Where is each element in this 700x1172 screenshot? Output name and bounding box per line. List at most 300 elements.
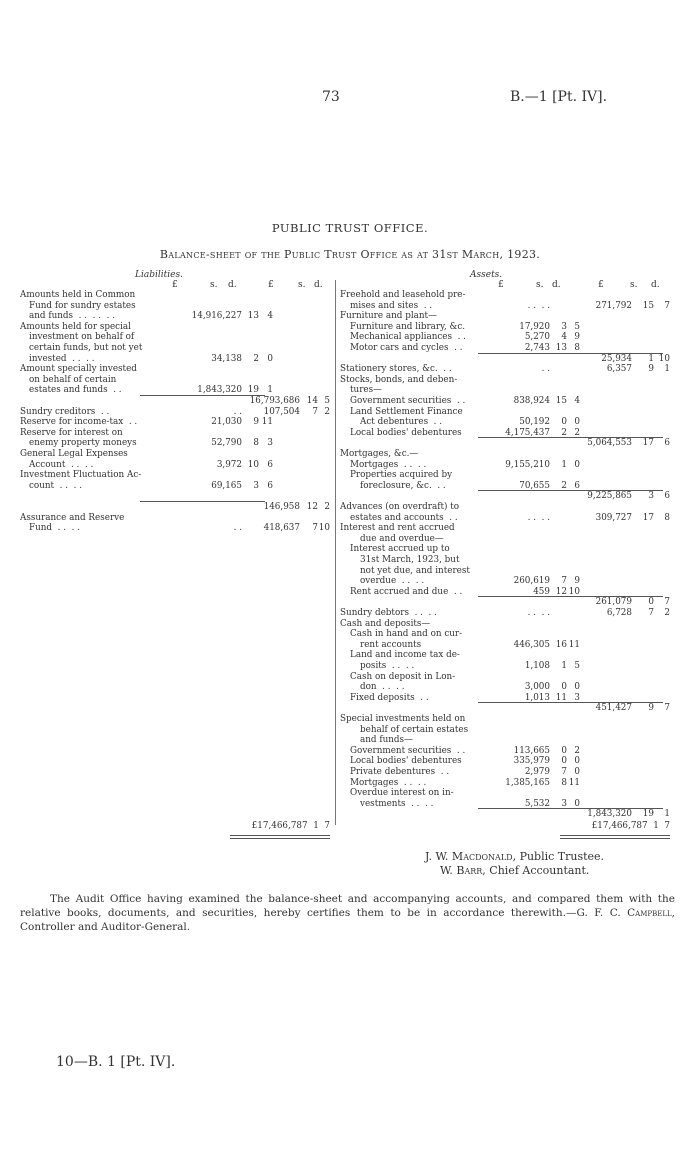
row-amount: 5,270 — [524, 332, 550, 343]
row-total-pence: 5 — [324, 396, 330, 406]
row-total-pence: 7 — [664, 597, 670, 608]
row-label: Freehold and leasehold pre- — [340, 290, 466, 300]
row-label: posits . . . . — [360, 661, 415, 671]
row-total: 309,727 — [595, 512, 632, 523]
table-row — [20, 491, 330, 501]
table-row — [340, 555, 670, 565]
row-label: vestments . . . . — [360, 798, 434, 809]
assets-total — [520, 821, 670, 831]
row-amount-shillings: 0 — [561, 417, 567, 428]
row-total-pence: 8 — [664, 512, 670, 523]
row-label: Act debentures . . — [360, 417, 443, 428]
row-amount-shillings: 3 — [561, 798, 567, 809]
row-label: Government securities . . — [350, 745, 466, 756]
row-amount-pence: 11 — [568, 639, 580, 650]
row-amount: 9,155,210 — [505, 459, 550, 470]
row-total-shillings: 7 — [312, 406, 318, 417]
signature-public-trustee — [425, 850, 604, 863]
row-amount-shillings: 4 — [561, 332, 567, 343]
row-amount-pence: 1 — [267, 385, 273, 396]
table-row — [340, 417, 670, 427]
liabilities-pence-header-2: d. — [314, 280, 323, 290]
table-row — [340, 629, 670, 639]
row-label: Land Settlement Finance — [350, 406, 463, 417]
row-label: estates and accounts . . — [350, 512, 458, 523]
table-row — [20, 322, 330, 332]
table-row — [20, 523, 330, 533]
row-total: 146,958 — [263, 502, 300, 512]
row-amount-pence: 0 — [574, 459, 580, 470]
table-row — [20, 396, 330, 406]
table-row — [340, 661, 670, 671]
table-row — [340, 470, 670, 480]
row-label: Account . . . . — [29, 459, 94, 470]
table-row — [340, 725, 670, 735]
row-label: Overdue interest on in- — [350, 788, 454, 799]
row-total-shillings: 17 — [642, 438, 654, 449]
row-label: Assurance and Reserve — [20, 512, 125, 523]
column-divider — [335, 280, 336, 825]
row-amount: 335,979 — [513, 756, 550, 767]
row-amount-shillings: 0 — [561, 745, 567, 756]
row-label: and funds— — [360, 735, 413, 746]
row-label: Special investments held on — [340, 714, 466, 724]
row-amount: 1,843,320 — [197, 385, 242, 396]
row-amount: 14,916,227 — [191, 311, 242, 322]
assets-pence-header: d. — [552, 280, 561, 290]
row-total: 9,225,865 — [587, 491, 632, 502]
row-label: Amount specially invested — [20, 364, 137, 375]
row-label: foreclosure, &c. . . — [360, 480, 446, 491]
table-row — [340, 396, 670, 406]
table-row — [20, 449, 330, 459]
row-label: Government securities . . — [350, 396, 466, 406]
row-total-pence: 7 — [664, 300, 670, 311]
row-amount-pence: 0 — [267, 353, 273, 364]
row-label: Local bodies' debentures — [350, 756, 462, 767]
liabilities-pound-header: £ — [172, 280, 178, 290]
table-row — [340, 534, 670, 544]
table-row — [340, 778, 670, 788]
row-amount-shillings: 9 — [253, 417, 259, 428]
row-total: 107,504 — [263, 406, 300, 417]
table-row — [340, 449, 670, 459]
table-row — [20, 481, 330, 491]
row-amount: 113,665 — [513, 745, 550, 756]
row-amount: 3,000 — [524, 682, 550, 693]
row-amount-pence: 6 — [267, 480, 273, 491]
page-reference: B.—1 [Pt. IV]. — [510, 89, 608, 105]
table-row — [340, 354, 670, 364]
row-amount: 69,165 — [211, 480, 242, 491]
row-label: Furniture and plant— — [340, 311, 437, 322]
table-row — [340, 640, 670, 650]
row-label: Sundry creditors . . — [20, 406, 110, 417]
assets-pound-header: £ — [498, 280, 504, 290]
row-total-pence: 2 — [324, 406, 330, 417]
row-amount-shillings: 7 — [561, 767, 567, 777]
row-total-pence: 1 — [664, 809, 670, 820]
table-row — [20, 513, 330, 523]
row-total: 1,843,320 — [587, 809, 632, 820]
row-label: count . . . . — [29, 480, 83, 491]
row-label: Mortgages, &c.— — [340, 449, 419, 459]
row-amount-shillings: 11 — [555, 692, 567, 703]
row-total-pence: 2 — [664, 608, 670, 618]
row-amount: 1,013 — [524, 692, 550, 703]
subtotal-rule — [140, 395, 265, 396]
row-label: General Legal Expenses — [20, 449, 128, 459]
row-label: Mortgages . . . . — [350, 777, 427, 788]
liabilities-total-double-rule — [230, 835, 330, 839]
row-amount: 34,138 — [211, 353, 242, 364]
row-total-shillings: 9 — [648, 703, 654, 714]
row-label: overdue . . . . — [360, 576, 425, 587]
row-amount-pence: 0 — [574, 417, 580, 428]
row-amount-pence: 11 — [568, 777, 580, 788]
table-row — [340, 544, 670, 554]
row-label: Investment Fluctuation Ac- — [20, 470, 142, 481]
row-amount-shillings: 16 — [555, 639, 567, 650]
table-row — [340, 290, 670, 300]
table-row — [20, 375, 330, 385]
row-label: Reserve for income-tax . . — [20, 417, 138, 428]
row-total-pence: 2 — [324, 502, 330, 512]
row-label: Interest and rent accrued — [340, 523, 455, 534]
row-amount: 17,920 — [519, 321, 550, 332]
table-row — [340, 322, 670, 332]
table-row — [340, 608, 670, 618]
row-amount: 2,979 — [524, 767, 550, 777]
subtotal-rule — [478, 490, 663, 491]
row-amount: 21,030 — [211, 417, 242, 428]
row-label: enemy property moneys — [29, 438, 137, 449]
row-amount: 1,108 — [524, 661, 550, 671]
table-row — [340, 746, 670, 756]
row-label: Land and income tax de- — [350, 650, 460, 661]
row-total-shillings: 9 — [648, 364, 654, 375]
table-row — [340, 385, 670, 395]
table-row — [340, 703, 670, 713]
public-trustee-title: , Public Trustee. — [512, 850, 605, 863]
row-amount-pence: 0 — [574, 682, 580, 693]
row-amount-shillings: 10 — [247, 459, 259, 470]
row-total-pence: 10 — [318, 523, 330, 534]
balance-sheet-subtitle: Balance-sheet of the Public Trust Office as at 31st March, 1923. — [159, 248, 541, 261]
row-amount: . . . . — [527, 300, 550, 311]
table-row — [340, 375, 670, 385]
auditor-name: G. F. C. Campbell, — [576, 907, 675, 919]
row-total: 6,357 — [606, 364, 632, 375]
row-amount-pence: 6 — [574, 480, 580, 491]
table-row — [340, 343, 670, 353]
row-amount-shillings: 2 — [253, 353, 259, 364]
row-label: investment on behalf of — [29, 332, 135, 343]
assets-total-double-rule — [560, 835, 670, 839]
row-label: not yet due, and interest — [360, 565, 470, 576]
row-amount-shillings: 7 — [561, 576, 567, 587]
document-title: PUBLIC TRUST OFFICE. — [271, 221, 429, 235]
row-amount-shillings: 2 — [561, 427, 567, 438]
table-row — [340, 788, 670, 798]
row-label: Rent accrued and due . . — [350, 586, 463, 597]
assets-total-value: £17,466,787 1 7 — [591, 821, 670, 831]
row-amount-pence: 3 — [267, 438, 273, 449]
table-row — [340, 311, 670, 321]
row-amount-pence: 10 — [568, 586, 580, 597]
row-amount: . . — [233, 523, 242, 534]
chief-accountant-title: , Chief Accountant. — [482, 864, 590, 877]
assets-pence-header-2: d. — [651, 280, 660, 290]
row-total: 25,934 — [601, 353, 632, 364]
row-amount-pence: 4 — [267, 311, 273, 322]
assets-shilling-header-2: s. — [630, 280, 638, 290]
row-amount: 2,743 — [524, 343, 550, 353]
subtotal-rule — [140, 501, 265, 502]
table-row — [340, 587, 670, 597]
row-amount-shillings: 3 — [561, 321, 567, 332]
subtotal-rule — [478, 353, 663, 354]
table-row — [340, 682, 670, 692]
row-label: Motor cars and cycles . . — [350, 343, 463, 353]
row-label: tures— — [350, 385, 382, 396]
public-trustee-name: J. W. Macdonald — [425, 850, 513, 863]
row-total-shillings: 12 — [306, 502, 318, 512]
table-row — [340, 407, 670, 417]
row-label: Local bodies' debentures — [350, 427, 462, 438]
row-label: and funds . . . . . . — [29, 311, 116, 322]
row-label: Fund for sundry estates — [29, 300, 136, 311]
auditor-title: Controller and Auditor-General. — [20, 921, 191, 933]
row-amount-shillings: 15 — [555, 396, 567, 406]
subtotal-rule — [478, 808, 663, 809]
row-amount-pence: 2 — [574, 427, 580, 438]
row-label: Amounts held for special — [20, 321, 131, 332]
table-row — [340, 693, 670, 703]
row-total-shillings: 14 — [306, 396, 318, 406]
row-amount: 1,385,165 — [505, 777, 550, 788]
row-total-pence: 10 — [658, 353, 670, 364]
row-total-shillings: 17 — [642, 512, 654, 523]
table-row — [340, 597, 670, 607]
row-amount-shillings: 12 — [555, 586, 567, 597]
table-row — [20, 364, 330, 374]
liabilities-shilling-header-2: s. — [298, 280, 306, 290]
table-row — [20, 290, 330, 300]
audit-text: The Audit Office having examined the balance-sheet and accompanying accounts, and compared them with the relative books, documents, and securities, hereby certifies them to be in accordance therewith.— — [20, 893, 675, 919]
row-amount-pence: 3 — [574, 692, 580, 703]
table-row — [340, 756, 670, 766]
row-amount-shillings: 3 — [253, 480, 259, 491]
row-total: 271,792 — [595, 300, 632, 311]
table-row — [340, 799, 670, 809]
table-row — [340, 672, 670, 682]
row-amount: . . — [233, 406, 242, 417]
table-row — [340, 502, 670, 512]
row-label: Fixed deposits . . — [350, 692, 429, 703]
row-label: behalf of certain estates — [360, 724, 469, 735]
liabilities-shilling-header: s. — [210, 280, 218, 290]
assets-heading: Assets. — [470, 270, 503, 280]
table-row — [20, 417, 330, 427]
row-amount-pence: 9 — [574, 332, 580, 343]
row-amount-shillings: 2 — [561, 480, 567, 491]
row-label: Private debentures . . — [350, 767, 450, 777]
row-label: estates and funds . . — [29, 385, 122, 396]
row-label: due and overdue— — [360, 533, 444, 544]
row-total: 418,637 — [263, 523, 300, 534]
row-amount: . . — [541, 364, 550, 375]
row-label: mises and sites . . — [350, 300, 433, 311]
table-row — [20, 470, 330, 480]
table-row — [340, 735, 670, 745]
table-row — [20, 428, 330, 438]
row-amount: 446,305 — [513, 639, 550, 650]
table-row — [340, 576, 670, 586]
table-row — [20, 502, 330, 512]
chief-accountant-name: W. Barr — [440, 864, 483, 877]
footer-reference: 10—B. 1 [Pt. IV]. — [56, 1054, 176, 1070]
row-amount-shillings: 19 — [247, 385, 259, 396]
row-label: Amounts held in Common — [20, 290, 136, 300]
row-label: Sundry debtors . . . . — [340, 608, 437, 618]
assets-pound-header-2: £ — [598, 280, 604, 290]
table-row — [340, 809, 670, 819]
row-label: Mechanical appliances . . — [350, 332, 466, 343]
row-label: Cash and deposits— — [340, 618, 431, 629]
table-row — [340, 619, 670, 629]
row-label: Interest accrued up to — [350, 544, 450, 555]
table-row — [340, 767, 670, 777]
table-row — [20, 311, 330, 321]
row-amount: 70,655 — [519, 480, 550, 491]
row-total: 5,064,553 — [587, 438, 632, 449]
row-total-shillings: 15 — [642, 300, 654, 311]
row-amount-shillings: 1 — [561, 459, 567, 470]
table-row — [20, 438, 330, 448]
row-amount: . . . . — [527, 608, 550, 618]
table-row — [340, 481, 670, 491]
row-total-pence: 7 — [664, 703, 670, 714]
row-total-pence: 6 — [664, 438, 670, 449]
row-amount-pence: 2 — [574, 745, 580, 756]
row-total-pence: 1 — [664, 364, 670, 375]
row-amount-shillings: 13 — [247, 311, 259, 322]
table-row — [20, 407, 330, 417]
signature-chief-accountant — [440, 864, 589, 877]
row-label: Furniture and library, &c. — [350, 321, 466, 332]
row-amount: 52,790 — [211, 438, 242, 449]
assets-shilling-header: s. — [536, 280, 544, 290]
table-row — [340, 438, 670, 448]
subtotal-rule — [478, 437, 663, 438]
liabilities-total-value: £17,466,787 1 7 — [251, 821, 330, 831]
table-row — [340, 301, 670, 311]
row-amount-pence: 0 — [574, 756, 580, 767]
table-row — [340, 714, 670, 724]
row-amount-shillings: 0 — [561, 756, 567, 767]
row-label: invested . . . . — [29, 353, 95, 364]
row-label: Stationery stores, &c. . . — [340, 364, 452, 375]
page-number: 73 — [322, 89, 340, 105]
row-amount-shillings: 0 — [561, 682, 567, 693]
row-total-shillings: 7 — [648, 608, 654, 618]
row-label: 31st March, 1923, but — [360, 555, 460, 565]
row-total-shillings: 7 — [312, 523, 318, 534]
table-row — [20, 332, 330, 342]
row-label: Reserve for interest on — [20, 427, 123, 438]
row-amount-pence: 9 — [574, 576, 580, 587]
row-total: 451,427 — [595, 703, 632, 714]
subtotal-rule — [478, 596, 663, 597]
table-row — [340, 566, 670, 576]
table-row — [340, 491, 670, 501]
table-row — [20, 354, 330, 364]
row-total-shillings: 0 — [648, 597, 654, 608]
row-label: Properties acquired by — [350, 470, 453, 481]
row-total: 6,728 — [606, 608, 632, 618]
row-amount: 459 — [533, 586, 550, 597]
table-row — [340, 332, 670, 342]
row-label: Cash on deposit in Lon- — [350, 671, 456, 682]
row-amount: 3,972 — [216, 459, 242, 470]
row-amount: 5,532 — [524, 798, 550, 809]
table-row — [20, 301, 330, 311]
row-amount: 50,192 — [519, 417, 550, 428]
row-total-shillings: 1 — [648, 353, 654, 364]
row-amount-pence: 0 — [574, 798, 580, 809]
row-total-shillings: 19 — [642, 809, 654, 820]
row-label: Advances (on overdraft) to — [340, 502, 460, 512]
subtotal-rule — [478, 702, 663, 703]
row-amount-pence: 0 — [574, 767, 580, 777]
table-row — [340, 364, 670, 374]
audit-certificate — [20, 892, 675, 934]
table-row — [20, 343, 330, 353]
row-label: don . . . . — [360, 682, 405, 693]
liabilities-pence-header: d. — [228, 280, 237, 290]
liabilities-total — [200, 821, 330, 831]
row-label: Stocks, bonds, and deben- — [340, 374, 458, 385]
table-row — [340, 513, 670, 523]
row-amount-shillings: 8 — [253, 438, 259, 449]
row-amount-shillings: 8 — [561, 777, 567, 788]
table-row — [340, 523, 670, 533]
row-amount-pence: 5 — [574, 661, 580, 671]
row-label: on behalf of certain — [29, 374, 117, 385]
row-total-pence: 6 — [664, 491, 670, 502]
row-label: certain funds, but not yet — [29, 343, 143, 353]
liabilities-heading: Liabilities. — [135, 270, 183, 280]
table-row — [20, 460, 330, 470]
row-label: rent accounts — [360, 639, 422, 650]
row-total: 16,793,686 — [249, 396, 300, 406]
row-label: Fund . . . . — [29, 523, 81, 534]
row-amount: 4,175,437 — [505, 427, 550, 438]
liabilities-pound-header-2: £ — [268, 280, 274, 290]
row-amount-pence: 5 — [574, 321, 580, 332]
row-label: Mortgages . . . . — [350, 459, 427, 470]
row-amount-shillings: 1 — [561, 661, 567, 671]
row-amount-pence: 8 — [574, 343, 580, 353]
row-amount-pence: 4 — [574, 396, 580, 406]
row-total: 261,079 — [595, 597, 632, 608]
row-amount: 260,619 — [513, 576, 550, 587]
table-row — [340, 460, 670, 470]
row-amount: . . . . — [527, 512, 550, 523]
table-row — [20, 385, 330, 395]
row-amount-pence: 11 — [261, 417, 273, 428]
